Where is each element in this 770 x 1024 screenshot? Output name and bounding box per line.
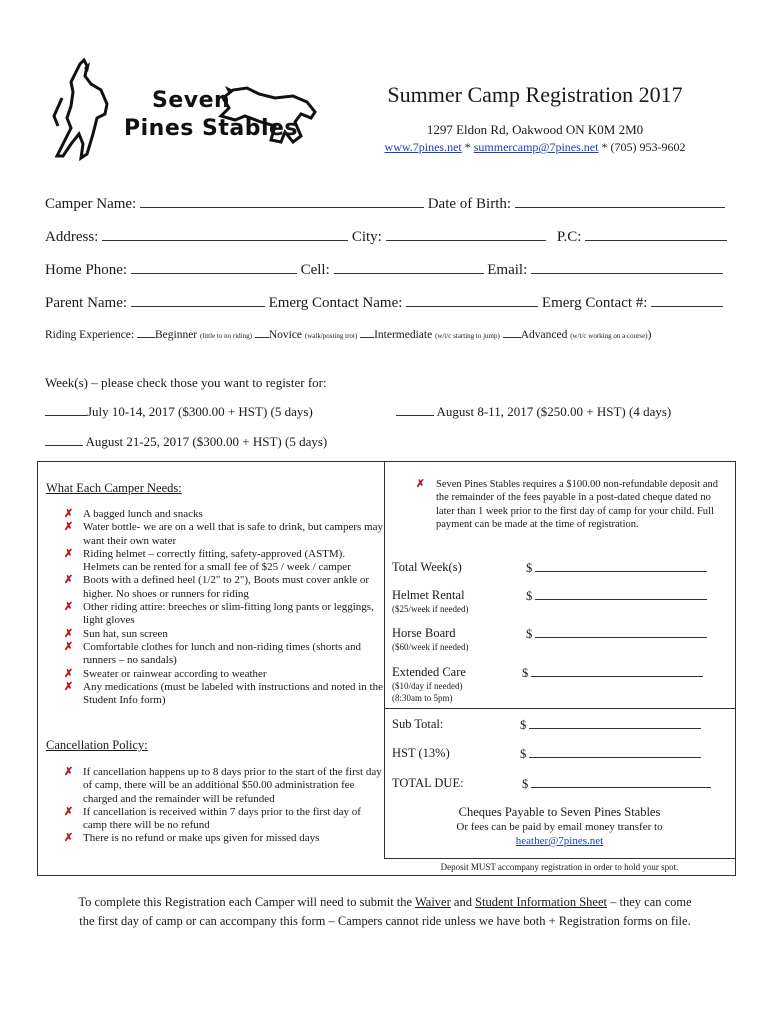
box-divider xyxy=(384,462,385,859)
pc-field[interactable] xyxy=(585,227,727,241)
row-address xyxy=(45,227,727,246)
pc-label: P.C: xyxy=(556,229,582,245)
list-item: ✗ Any medications (must be labeled with instructions and noted in the Student Info form) xyxy=(64,680,383,707)
week-option-2 xyxy=(396,404,671,420)
list-item: ✗ If cancellation happens up to 8 days prior to the start of the first day of camp, there will be an additional $50.00 administration fee charged and the remainder will be refunded xyxy=(64,766,382,805)
page-title: Summer Camp Registration 2017 xyxy=(387,82,683,107)
bullet-icon: ✗ xyxy=(64,627,74,640)
info-box xyxy=(37,461,736,876)
intermediate-note: (w/t/c starting to jump) xyxy=(435,332,500,340)
subtotal-amount[interactable]: $ xyxy=(520,717,701,733)
bullet-icon: ✗ xyxy=(64,805,74,818)
cell-label: Cell: xyxy=(300,262,330,278)
extended-care-note-2: (8:30am to 5pm) xyxy=(392,693,453,703)
week-option-1 xyxy=(45,404,313,420)
emerg-number-field[interactable] xyxy=(651,293,723,307)
city-label: City: xyxy=(351,229,382,245)
emerg-name-label: Emerg Contact Name: xyxy=(268,295,403,311)
needs-heading: What Each Camper Needs: xyxy=(46,481,182,495)
bullet-icon: ✗ xyxy=(64,832,74,845)
horse-board-note: ($60/week if needed) xyxy=(392,642,469,652)
emerg-number-label: Emerg Contact #: xyxy=(541,295,648,311)
bullet-icon: ✗ xyxy=(64,667,74,680)
logo-line-2: Pines Stables xyxy=(124,116,299,141)
beginner-note: (little to no riding) xyxy=(200,332,252,340)
total-due-amount[interactable]: $ xyxy=(522,776,711,792)
bullet-icon: ✗ xyxy=(64,680,74,693)
row-phone xyxy=(45,260,723,279)
week-1-checkbox[interactable] xyxy=(45,404,87,416)
list-item: ✗ Sweater or rainwear according to weather xyxy=(64,667,267,680)
bullet-icon: ✗ xyxy=(64,521,74,534)
cheques-payable: Cheques Payable to Seven Pines Stables xyxy=(458,805,661,819)
horse-board-label: Horse Board xyxy=(392,626,456,640)
week-1-label: July 10-14, 2017 ($300.00 + HST) (5 days) xyxy=(87,404,313,419)
separator: * xyxy=(601,140,608,154)
list-item: ✗ If cancellation is received within 7 days prior to the first day of camp there will be no refund xyxy=(64,805,361,832)
week-2-label: August 8-11, 2017 ($250.00 + HST) (4 days) xyxy=(436,404,672,419)
list-item: ✗ There is no refund or make ups given for missed days xyxy=(64,832,320,845)
dob-label: Date of Birth: xyxy=(427,196,512,212)
website-link[interactable]: www.7pines.net xyxy=(384,140,462,154)
total-due-label: TOTAL DUE: xyxy=(392,776,464,790)
novice-label: Novice xyxy=(268,329,303,341)
logo-line-1: Seven xyxy=(152,88,231,113)
needs-list xyxy=(38,508,383,707)
cancellation-list xyxy=(38,766,383,846)
contact-line xyxy=(330,140,740,155)
etransfer-email xyxy=(384,835,735,847)
separator: * xyxy=(464,140,471,154)
riding-experience: Riding Experience: Beginner (little to no riding) Novice (walk/posting trot) Intermediate (w/t/c starting to jump) Advanced (w/t/c working on a course)) xyxy=(45,329,652,341)
footer-note: To complete this Registration each Camper will need to submit the Waiver and Student Information Sheet – they can come the first day of camp or can accompany this form – Campers cannot ride unless we have both + Registration forms on file. xyxy=(78,895,692,928)
waiver-link: Waiver xyxy=(414,895,451,909)
hst-amount[interactable]: $ xyxy=(520,746,701,762)
advanced-checkbox[interactable] xyxy=(503,327,521,338)
intermediate-checkbox[interactable] xyxy=(360,327,374,338)
novice-note: (walk/posting trot) xyxy=(304,332,358,340)
bullet-icon: ✗ xyxy=(64,601,74,614)
home-phone-field[interactable] xyxy=(131,260,297,274)
row-parent xyxy=(45,293,723,312)
email-field[interactable] xyxy=(531,260,723,274)
extended-care-amount[interactable]: $ xyxy=(522,665,703,681)
home-phone-label: Home Phone: xyxy=(45,262,128,278)
student-info-sheet: Student Information Sheet xyxy=(475,895,607,909)
week-2-checkbox[interactable] xyxy=(396,404,434,416)
week-3-checkbox[interactable] xyxy=(45,434,83,446)
row-camper xyxy=(45,194,725,213)
emerg-name-field[interactable] xyxy=(406,293,538,307)
advanced-note: (w/t/c working on a course) xyxy=(570,332,648,340)
deposit-must-note: Deposit MUST accompany registration in order to hold your spot. xyxy=(440,862,679,872)
helmet-label: Helmet Rental xyxy=(392,588,465,602)
list-item: ✗ Riding helmet – correctly fitting, safety-approved (ASTM). Helmets can be rented for a small fee of $25 / week / camper xyxy=(64,547,351,574)
beginner-checkbox[interactable] xyxy=(137,327,155,338)
address-label: Address: xyxy=(45,229,99,245)
deposit-note: ✗ Seven Pines Stables requires a $100.00 non-refundable deposit and the remainder of the fees payable in a post-dated cheque dated no later than 1 week prior to the first day of camp for your child. Full payment can be made at the time of registration. xyxy=(416,479,718,530)
box-footer-divider xyxy=(384,858,735,859)
weeks-prompt: Week(s) – please check those you want to register for: xyxy=(45,375,327,390)
week-option-3 xyxy=(45,434,327,450)
horse-rider-icon xyxy=(48,58,118,163)
list-item: ✗ A bagged lunch and snacks xyxy=(64,508,203,520)
logo xyxy=(48,58,318,168)
intermediate-label: Intermediate xyxy=(374,329,433,341)
list-item: ✗ Sun hat, sun screen xyxy=(64,627,168,640)
novice-checkbox[interactable] xyxy=(255,327,269,338)
list-item: ✗ Water bottle- we are on a well that is safe to drink, but campers may want their own water xyxy=(64,521,383,547)
bullet-icon: ✗ xyxy=(64,547,74,560)
beginner-label: Beginner xyxy=(154,329,198,341)
email-label: Email: xyxy=(487,262,528,278)
list-item: ✗ Other riding attire: breeches or slim-fitting long pants or leggings, light gloves xyxy=(64,601,374,627)
address-field[interactable] xyxy=(102,227,348,241)
camper-name-field[interactable] xyxy=(140,194,424,208)
subtotal-label: Sub Total: xyxy=(392,717,444,731)
address: 1297 Eldon Rd, Oakwood ON K0M 2M0 xyxy=(426,122,644,137)
cell-field[interactable] xyxy=(334,260,484,274)
phone: (705) 953-9602 xyxy=(610,140,686,154)
total-weeks-label: Total Week(s) xyxy=(392,560,462,574)
bullet-icon: ✗ xyxy=(64,574,74,587)
list-item: ✗ Comfortable clothes for lunch and non-riding times (shorts and runners – no sandals) xyxy=(64,640,361,667)
advanced-label: Advanced xyxy=(520,329,568,341)
hst-label: HST (13%) xyxy=(392,746,450,760)
bullet-icon: ✗ xyxy=(64,766,74,778)
bullet-icon: ✗ xyxy=(64,508,74,520)
total-weeks-amount[interactable]: $ xyxy=(526,560,707,576)
city-field[interactable] xyxy=(386,227,546,241)
riding-label: Riding Experience xyxy=(45,329,131,341)
list-item: ✗ Boots with a defined heel (1/2" to 2"), Boots must cover ankle or higher. No shoes or runners for riding xyxy=(64,574,370,600)
deposit-bullet-icon: ✗ xyxy=(416,479,425,490)
extended-care-label: Extended Care xyxy=(392,665,466,679)
fees-divider xyxy=(384,708,735,709)
extended-care-note-1: ($10/day if needed) xyxy=(392,681,463,691)
email-link[interactable]: summercamp@7pines.net xyxy=(473,140,599,154)
cancellation-heading: Cancellation Policy: xyxy=(46,738,148,752)
etransfer-note: Or fees can be paid by email money transfer to xyxy=(456,821,663,833)
horse-board-amount[interactable]: $ xyxy=(526,626,707,642)
camper-name-label: Camper Name: xyxy=(45,196,137,212)
helmet-note: ($25/week if needed) xyxy=(392,604,469,614)
etransfer-email-link[interactable]: heather@7pines.net xyxy=(515,835,604,847)
helmet-amount[interactable]: $ xyxy=(526,588,707,604)
parent-name-field[interactable] xyxy=(131,293,265,307)
week-3-label: August 21-25, 2017 ($300.00 + HST) (5 days) xyxy=(85,434,328,449)
dob-field[interactable] xyxy=(515,194,725,208)
bullet-icon: ✗ xyxy=(64,640,74,653)
parent-name-label: Parent Name: xyxy=(45,295,128,311)
